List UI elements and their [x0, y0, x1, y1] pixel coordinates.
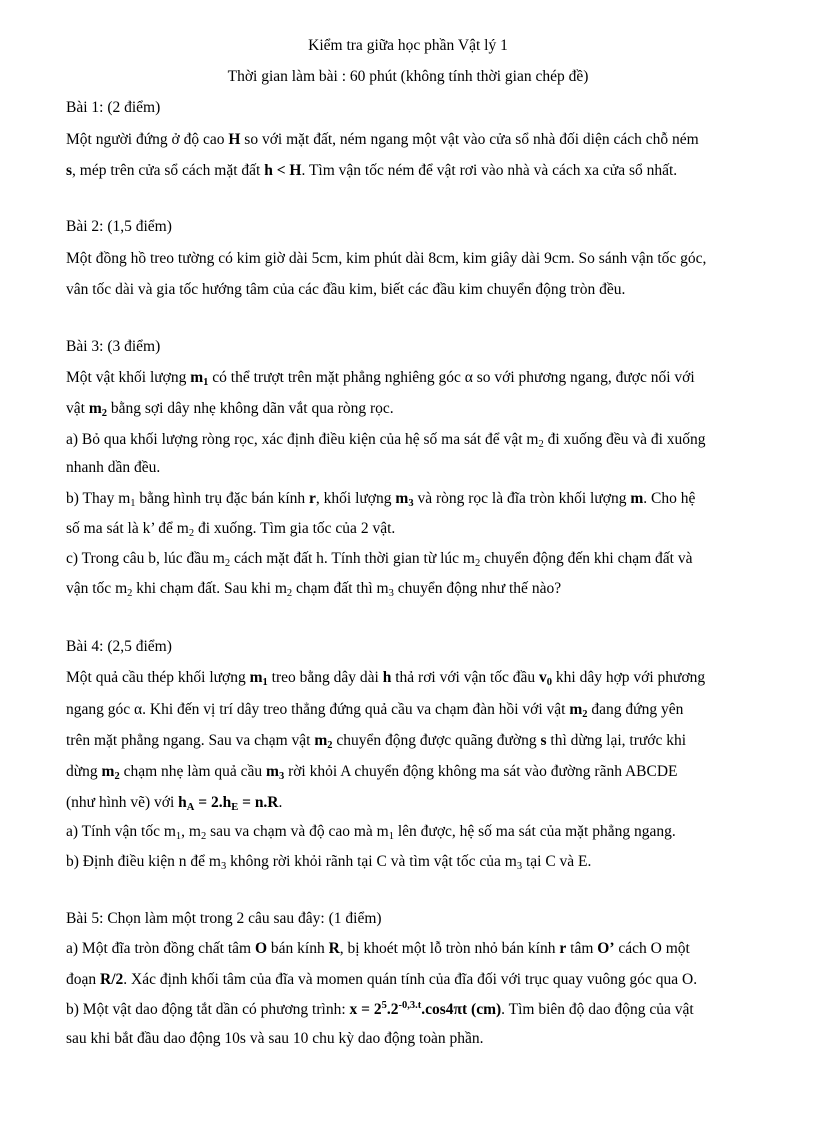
problem-5-part-b-line-2: sau khi bắt đầu dao động 10s và sau 10 chu kỳ dao động toàn phần.	[66, 1030, 484, 1047]
problem-4-heading: Bài 4: (2,5 điểm)	[66, 638, 172, 655]
problem-5-part-a-line-1: a) Một đĩa tròn đồng chất tâm O bán kính R, bị khoét một lỗ tròn nhỏ bán kính r tâm O’ cách O một	[66, 940, 690, 957]
problem-1-line-1: Một người đứng ở độ cao H so với mặt đất, ném ngang một vật vào cửa sổ nhà đối diện cách chỗ ném	[66, 131, 699, 148]
problem-5-heading: Bài 5: Chọn làm một trong 2 câu sau đây: (1 điểm)	[66, 910, 382, 927]
problem-5-part-b-line-1: b) Một vật dao động tắt dần có phương trình: $x = 2^5.2^{-0,3.t}.\cos 4\pi t$ (cm). Tìm biên độ dao động của vật	[66, 1000, 694, 1018]
problem-4-line-3: trên mặt phẳng ngang. Sau va chạm vật $m_2$ chuyển động được quãng đường s thì dừng lại, trước khi	[66, 732, 687, 751]
exam-subtitle: Thời gian làm bài : 60 phút (không tính thời gian chép đề)	[227, 68, 589, 85]
problem-2-line-1: Một đồng hồ treo tường có kim giờ dài 5cm, kim phút dài 8cm, kim giây dài 9cm. So sánh vận tốc góc,	[66, 250, 707, 267]
problem-3-part-a-line-2: nhanh dần đều.	[66, 459, 161, 476]
problem-3-part-b-line-1: b) Thay $m_1$ bằng hình trụ đặc bán kính r, khối lượng $m_3$ và ròng rọc là đĩa tròn khối lượng m. Cho hệ	[66, 490, 696, 509]
problem-3-part-c-line-2: vận tốc $m_2$ khi chạm đất. Sau khi $m_2$ chạm đất thì $m_3$ chuyển động như thế nào?	[66, 580, 562, 599]
problem-3-part-c-line-1: c) Trong câu b, lúc đầu $m_2$ cách mặt đất h. Tính thời gian từ lúc $m_2$ chuyển động đến khi chạm đất và	[66, 550, 693, 569]
problem-4-part-b: b) Định điều kiện n để $m_3$ không rời khỏi rãnh tại C và tìm vật tốc của $m_3$ tại C và E.	[66, 853, 592, 872]
exam-title: Kiểm tra giữa học phần Vật lý 1	[308, 37, 508, 54]
problem-4-line-1: Một quả cầu thép khối lượng $m_1$ treo bằng dây dài h thả rơi với vận tốc đầu $v_0$ khi dây hợp với phương	[66, 669, 706, 688]
problem-1-line-2: s, mép trên cửa sổ cách mặt đất h < H. Tìm vận tốc ném để vật rơi vào nhà và cách xa cửa sổ nhất.	[66, 162, 678, 179]
problem-4-part-a: a) Tính vận tốc $m_1$, $m_2$ sau va chạm và độ cao mà $m_1$ lên được, hệ số ma sát của mặt phẳng ngang.	[66, 823, 676, 842]
problem-3-line-1: Một vật khối lượng $m_1$ có thể trượt trên mặt phẳng nghiêng góc α so với phương ngang, được nối với	[66, 369, 695, 388]
problem-3-part-b-line-2: số ma sát là k’ để $m_2$ đi xuống. Tìm gia tốc của 2 vật.	[66, 520, 396, 539]
problem-4-line-4: dừng $m_2$ chạm nhẹ làm quả cầu $m_3$ rời khỏi A chuyển động không ma sát vào đường rãnh ABCDE	[66, 763, 678, 782]
problem-5-part-a-line-2: đoạn R/2. Xác định khối tâm của đĩa và momen quán tính của đĩa đối với trục quay vuông góc qua O.	[66, 971, 698, 988]
problem-2-heading: Bài 2: (1,5 điểm)	[66, 218, 172, 235]
problem-3-part-a-line-1: a) Bỏ qua khối lượng ròng rọc, xác định điều kiện của hệ số ma sát để vật $m_2$ đi xuống đều và đi xuống	[66, 431, 706, 450]
problem-4-line-2: ngang góc α. Khi đến vị trí dây treo thẳng đứng quả cầu va chạm đàn hồi với vật $m_2$ đang đứng yên	[66, 701, 684, 720]
problem-3-line-2: vật $m_2$ bằng sợi dây nhẹ không dãn vắt qua ròng rọc.	[66, 400, 394, 419]
problem-3-heading: Bài 3: (3 điểm)	[66, 338, 161, 355]
problem-2-line-2: vân tốc dài và gia tốc hướng tâm của các đầu kim, biết các đầu kim chuyển động tròn đều.	[66, 281, 626, 298]
problem-4-line-5: (như hình vẽ) với $h_A = 2.h_E = n.R$.	[66, 794, 283, 813]
problem-1-heading: Bài 1: (2 điểm)	[66, 99, 161, 116]
